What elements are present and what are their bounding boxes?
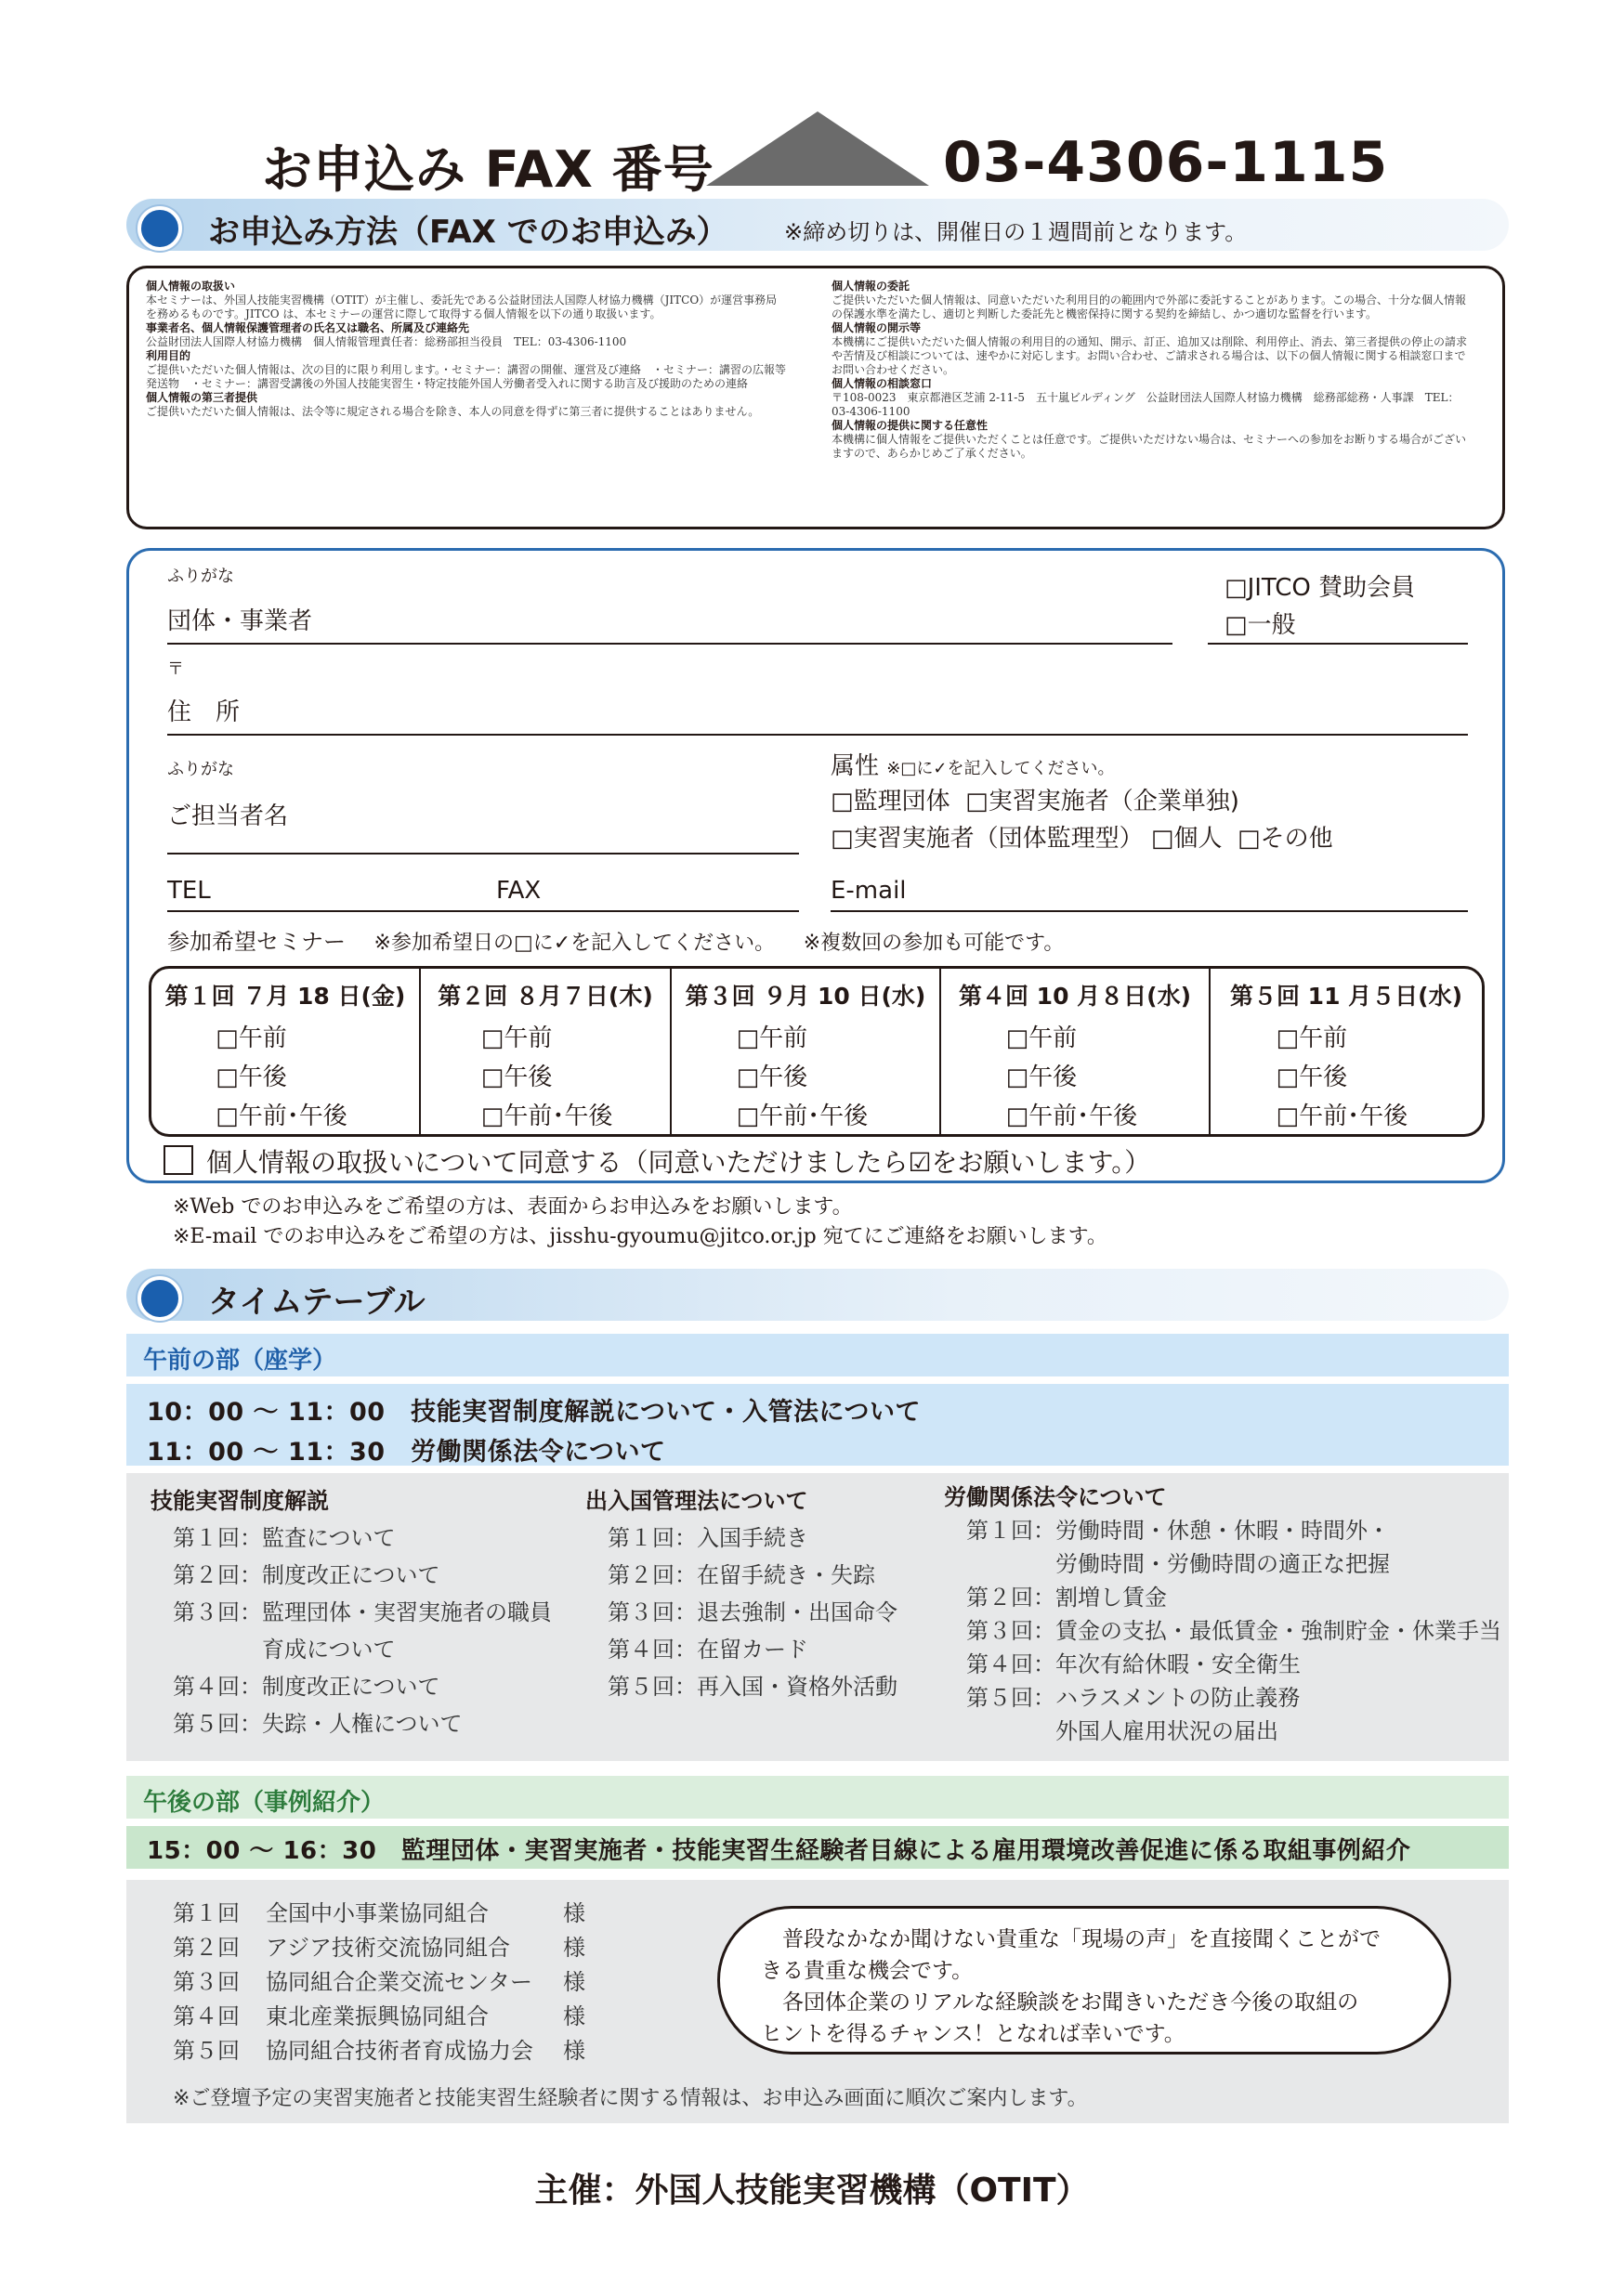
pm-title-band — [126, 1776, 1509, 1819]
attr-options-row2 — [831, 819, 1333, 854]
checkbox-icon[interactable] — [216, 1063, 239, 1091]
section-dot-icon — [138, 1276, 182, 1321]
am-col-head: 技能実習制度解説 — [151, 1488, 329, 1514]
session-4-option-1[interactable] — [1006, 1019, 1078, 1053]
pm-item-no: 第３回 — [173, 1969, 240, 1995]
checkbox-icon[interactable] — [1277, 1102, 1300, 1130]
session-date: 第５回 11 月５日(水) — [1229, 983, 1463, 1010]
member-underline — [1208, 643, 1468, 645]
session-option-label: 午前 — [504, 1024, 553, 1052]
pm-item-suffix: 様 — [563, 1900, 585, 1926]
deadline-note: ※締め切りは、開催日の１週間前となります。 — [784, 219, 1248, 245]
session-5-option-1[interactable] — [1277, 1019, 1348, 1053]
session-2-option-1[interactable] — [481, 1019, 553, 1053]
session-column-4 — [939, 969, 1209, 1134]
checkbox-icon[interactable] — [1006, 1102, 1029, 1130]
fax-label: FAX — [496, 877, 542, 905]
privacy-text: 本セミナーは、外国人技能実習機構（OTIT）が主催し、委託先である公益財団法人国際人材協力機構（JITCO）が運営事務局を務めるものです。JITCO は、本セミナーの運営に際して取得する個人情報を以下の通り取扱います。 — [146, 294, 778, 320]
checkbox-icon[interactable] — [1006, 1024, 1029, 1052]
attr-kanri[interactable]: □ 監理団体 — [831, 788, 950, 815]
cloud-line: きる貴重な機会です。 — [761, 1959, 974, 1983]
session-option-label: 午前･午後 — [1028, 1102, 1138, 1130]
checkbox-icon[interactable] — [481, 1102, 504, 1130]
session-option-label: 午後 — [1299, 1063, 1348, 1091]
checkbox-icon[interactable] — [481, 1024, 504, 1052]
privacy-text: 〒108-0023 東京都港区芝浦 2-11-5 五十嵐ビルディング 公益財団法人国際人材協力機構 総務部総務・人事課 TEL：03-4306-1100 — [832, 391, 1460, 418]
session-date: 第４回 10 月８日(水) — [958, 983, 1192, 1010]
timetable-title: タイムテーブル — [208, 1284, 426, 1321]
pm-list-item — [173, 1897, 585, 1931]
org-input[interactable] — [167, 643, 1172, 645]
session-option-label: 午後 — [504, 1063, 553, 1091]
pm-item-suffix: 様 — [563, 1969, 585, 1995]
fax-number: 03-4306-1115 — [943, 130, 1389, 195]
attr-individual[interactable]: □ 個人 — [1151, 825, 1223, 853]
am-col-labor — [944, 1481, 1501, 1748]
session-date: 第３回 ９月 10 日(水) — [685, 983, 926, 1010]
speech-cloud — [717, 1906, 1451, 2055]
fax-title: お申込み FAX 番号 — [262, 140, 714, 199]
pm-item-name: 全国中小事業協同組合 — [266, 1900, 489, 1926]
session-3-option-3[interactable] — [737, 1097, 869, 1131]
am-col-item: 第２回：制度改正について — [173, 1562, 440, 1588]
privacy-left-column — [146, 280, 787, 419]
am-row-1: 10：00 ～ 11：00 技能実習制度解説について・入管法について — [147, 1398, 922, 1427]
session-4-option-2[interactable] — [1006, 1058, 1078, 1092]
am-col-item: 育成について — [173, 1637, 396, 1663]
pm-row: 15：00 ～ 16：30 監理団体・実習実施者・技能実習生経験者目線による雇用環境改善促進に係る取組事例紹介 — [147, 1837, 1411, 1865]
am-col-item: 第４回：年次有給休暇・安全衛生 — [966, 1651, 1301, 1677]
checkbox-icon[interactable] — [481, 1063, 504, 1091]
pm-list — [173, 1897, 585, 2068]
pm-item-no: 第２回 — [173, 1935, 240, 1961]
cloud-line: 各団体企業のリアルな経験談をお聞きいただき今後の取組の — [761, 1990, 1359, 2015]
am-col-head: 出入国管理法について — [585, 1488, 808, 1514]
am-col-item: 第１回：入国手続き — [608, 1525, 808, 1551]
privacy-text: 公益財団法人国際人材協力機構 個人情報管理責任者：総務部担当役員 TEL：03-4306-1100 — [146, 335, 627, 348]
pm-title: 午後の部（事例紹介） — [143, 1789, 386, 1817]
privacy-heading: 個人情報の相談窓口 — [832, 377, 933, 390]
privacy-heading: 利用目的 — [146, 349, 191, 362]
address-input[interactable] — [167, 734, 1468, 736]
note-web: ※Web でのお申込みをご希望の方は、表面からお申込みをお願いします。 — [173, 1195, 853, 1219]
member-option-general[interactable]: □ 一般 — [1225, 606, 1296, 640]
postal-mark: 〒 — [167, 659, 184, 679]
email-label: E-mail — [831, 877, 907, 905]
privacy-text: ご提供いただいた個人情報は、法令等に規定される場合を除き、本人の同意を得ずに第三者に提供することはありません。 — [146, 405, 760, 418]
attr-jisshi-group[interactable]: □ 実習実施者（団体監理型） — [831, 825, 1144, 853]
consent-checkbox[interactable] — [164, 1145, 193, 1175]
am-col-item: 第１回：労働時間・休憩・休暇・時間外・ — [966, 1518, 1390, 1544]
privacy-text: ご提供いただいた個人情報は、次の目的に限り利用します。・セミナー：講習の開催、運営及び連絡 ・セミナー：講習の広報等発送物 ・セミナー：講習受講後の外国人技能実習生・特定技能外国人労働者受入れに関する助言及び援助のための連絡 — [146, 363, 787, 390]
session-option-label: 午前･午後 — [759, 1102, 869, 1130]
session-option-label: 午前 — [759, 1024, 808, 1052]
session-column-3 — [670, 969, 939, 1134]
am-col-item: 第１回：監査について — [173, 1525, 396, 1551]
am-col-item: 第２回：在留手続き・失踪 — [608, 1562, 875, 1588]
privacy-heading: 個人情報の開示等 — [832, 321, 922, 334]
pm-item-no: 第５回 — [173, 2038, 240, 2064]
pm-item-no: 第１回 — [173, 1900, 240, 1926]
am-col-item: 第５回：再入国・資格外活動 — [608, 1674, 897, 1700]
session-option-label: 午前 — [1028, 1024, 1078, 1052]
checkbox-icon[interactable] — [1277, 1024, 1300, 1052]
privacy-heading: 個人情報の取扱い — [146, 280, 236, 293]
checkbox-icon[interactable] — [737, 1024, 760, 1052]
pm-list-item — [173, 2000, 585, 2034]
am-col-head: 労働関係法令について — [944, 1484, 1167, 1510]
arrow-triangle-icon — [706, 111, 929, 186]
attr-other[interactable]: □ その他 — [1238, 825, 1333, 853]
checkbox-icon[interactable] — [216, 1102, 239, 1130]
session-option-label: 午前･午後 — [238, 1102, 347, 1130]
pm-list-item — [173, 1931, 585, 1965]
pm-list-item — [173, 2034, 585, 2068]
am-col-item: 外国人雇用状況の届出 — [966, 1718, 1278, 1744]
session-5-option-2[interactable] — [1277, 1058, 1348, 1092]
checkbox-icon[interactable] — [216, 1024, 239, 1052]
session-1-option-2[interactable] — [216, 1058, 287, 1092]
pm-item-suffix: 様 — [563, 1935, 585, 1961]
am-col-item: 第３回：退去強制・出国命令 — [608, 1599, 897, 1625]
pm-item-name: アジア技術交流協同組合 — [266, 1935, 511, 1961]
pm-list-item — [173, 1965, 585, 2000]
session-date: 第２回 ８月７日(木) — [438, 983, 653, 1010]
privacy-consent[interactable]: 個人情報の取扱いについて同意する（同意いただけましたら☑をお願いします。） — [164, 1142, 1150, 1180]
method-section-bar — [126, 199, 1509, 251]
furigana-label: ふりがな — [167, 567, 234, 586]
session-option-label: 午前･午後 — [504, 1102, 613, 1130]
privacy-right-column — [832, 280, 1473, 461]
pm-item-name: 協同組合企業交流センター — [266, 1969, 533, 1995]
am-col-item: 第３回：監理団体・実習実施者の職員 — [173, 1599, 552, 1625]
session-4-option-3[interactable] — [1006, 1097, 1138, 1131]
am-title: 午前の部（座学） — [143, 1347, 337, 1375]
session-5-option-3[interactable] — [1277, 1097, 1408, 1131]
session-date: 第１回 ７月 18 日(金) — [164, 983, 406, 1010]
checkbox-icon[interactable] — [737, 1102, 760, 1130]
timetable-section-bar — [126, 1269, 1509, 1321]
pm-note: ※ご登壇予定の実習実施者と技能実習生経験者に関する情報は、お申込み画面に順次ご案内します。 — [173, 2087, 1088, 2110]
privacy-text: 本機構にご提供いただいた個人情報の利用目的の通知、開示、訂正、追加又は削除、利用停止、消去、第三者提供の停止の請求や苦情及び相談については、速やかに対応します。お問い合わせ、ご請求される場合は、以下の個人情報に関する相談窓口までお問い合わせください。 — [832, 335, 1468, 376]
section-dot-icon — [138, 206, 182, 251]
attr-jisshi-single[interactable]: □ 実習実施者（企業単独) — [965, 788, 1239, 815]
organizer: 主催：外国人技能実習機構（OTIT） — [534, 2172, 1090, 2210]
session-column-1 — [151, 969, 419, 1134]
pm-item-suffix: 様 — [563, 2038, 585, 2064]
session-2-option-3[interactable] — [481, 1097, 613, 1131]
method-section-title: お申込み方法（FAX でのお申込み） — [208, 214, 728, 251]
privacy-text: 本機構に個人情報をご提供いただくことは任意です。ご提供いただけない場合は、セミナーへの参加をお断りする場合がございますので、あらかじめご了承ください。 — [832, 433, 1467, 460]
session-option-label: 午後 — [238, 1063, 287, 1091]
session-1-option-3[interactable] — [216, 1097, 347, 1131]
am-col-item: 第５回：失踪・人権について — [173, 1711, 463, 1737]
session-option-label: 午後 — [759, 1063, 808, 1091]
attr-options-row1 — [831, 782, 1239, 816]
session-3-option-2[interactable] — [737, 1058, 808, 1092]
session-schedule — [149, 966, 1485, 1137]
privacy-heading: 個人情報の提供に関する任意性 — [832, 419, 989, 432]
session-column-5 — [1209, 969, 1482, 1134]
privacy-box — [126, 266, 1505, 529]
tel-label: TEL — [167, 877, 211, 905]
privacy-heading: 個人情報の第三者提供 — [146, 391, 258, 404]
session-option-label: 午後 — [1028, 1063, 1078, 1091]
contact-input[interactable] — [167, 853, 799, 854]
am-times-band — [126, 1384, 1509, 1466]
am-title-band — [126, 1334, 1509, 1376]
session-option-label: 午前 — [238, 1024, 287, 1052]
am-col-item: 第４回：制度改正について — [173, 1674, 440, 1700]
am-col-system — [151, 1482, 552, 1742]
tel-fax-input[interactable] — [167, 910, 799, 912]
application-notes — [173, 1193, 1107, 1252]
address-label: 住 所 — [167, 698, 241, 726]
checkbox-icon[interactable] — [1006, 1063, 1029, 1091]
am-col-item: 第２回：割増し賃金 — [966, 1585, 1167, 1611]
cloud-line: 普段なかなか聞けない貴重な「現場の声」を直接聞くことがで — [761, 1927, 1381, 1951]
am-col-item: 第４回：在留カード — [608, 1637, 808, 1663]
am-col-item: 労働時間・労働時間の適正な把握 — [966, 1551, 1390, 1577]
pm-item-suffix: 様 — [563, 2003, 585, 2029]
am-row-2: 11：00 ～ 11：30 労働関係法令について — [147, 1438, 666, 1467]
contact-label: ご担当者名 — [167, 802, 289, 830]
session-option-label: 午前･午後 — [1299, 1102, 1408, 1130]
am-col-immigration — [585, 1482, 897, 1705]
am-col-item: 第５回：ハラスメントの防止義務 — [966, 1685, 1301, 1711]
checkbox-icon[interactable] — [1277, 1063, 1300, 1091]
session-1-option-1[interactable] — [216, 1019, 287, 1053]
privacy-text: ご提供いただいた個人情報は、同意いただいた利用目的の範囲内で外部に委託することがあります。この場合、十分な個人情報の保護水準を満たし、適切と判断した委託先と機密保持に関する契約を締結し、かつ適切な監督を行います。 — [832, 294, 1467, 320]
pm-item-name: 協同組合技術者育成協力会 — [266, 2038, 533, 2064]
note-email: ※E-mail でのお申込みをご希望の方は、jisshu-gyoumu@jitco.or.jp 宛てにご連絡をお願いします。 — [173, 1225, 1107, 1248]
session-option-label: 午前 — [1299, 1024, 1348, 1052]
checkbox-icon[interactable] — [737, 1063, 760, 1091]
pm-item-no: 第４回 — [173, 2003, 240, 2029]
seminar-label-row: 参加希望セミナー ※参加希望日の□に✓を記入してください。 ※複数回の参加も可能です。 — [167, 929, 1065, 955]
am-col-item: 第３回：賃金の支払・最低賃金・強制貯金・休業手当 — [966, 1618, 1501, 1644]
furigana-label-2: ふりがな — [167, 760, 234, 779]
pm-times-band — [126, 1826, 1509, 1869]
member-option-jitco[interactable]: □ JITCO 賛助会員 — [1225, 568, 1415, 603]
attr-label: 属性 ※□に✓を記入してください。 — [831, 752, 1115, 780]
pm-item-name: 東北産業振興協同組合 — [266, 2003, 489, 2029]
session-column-2 — [419, 969, 670, 1134]
org-label: 団体・事業者 — [167, 607, 313, 635]
session-3-option-1[interactable] — [737, 1019, 808, 1053]
am-detail-band — [126, 1473, 1509, 1761]
privacy-heading: 事業者名、個人情報保護管理者の氏名又は職名、所属及び連絡先 — [146, 321, 470, 334]
privacy-heading: 個人情報の委託 — [832, 280, 910, 293]
email-input[interactable] — [831, 910, 1468, 912]
session-2-option-2[interactable] — [481, 1058, 553, 1092]
cloud-line: ヒントを得るチャンス！となれば幸いです。 — [761, 2022, 1185, 2046]
